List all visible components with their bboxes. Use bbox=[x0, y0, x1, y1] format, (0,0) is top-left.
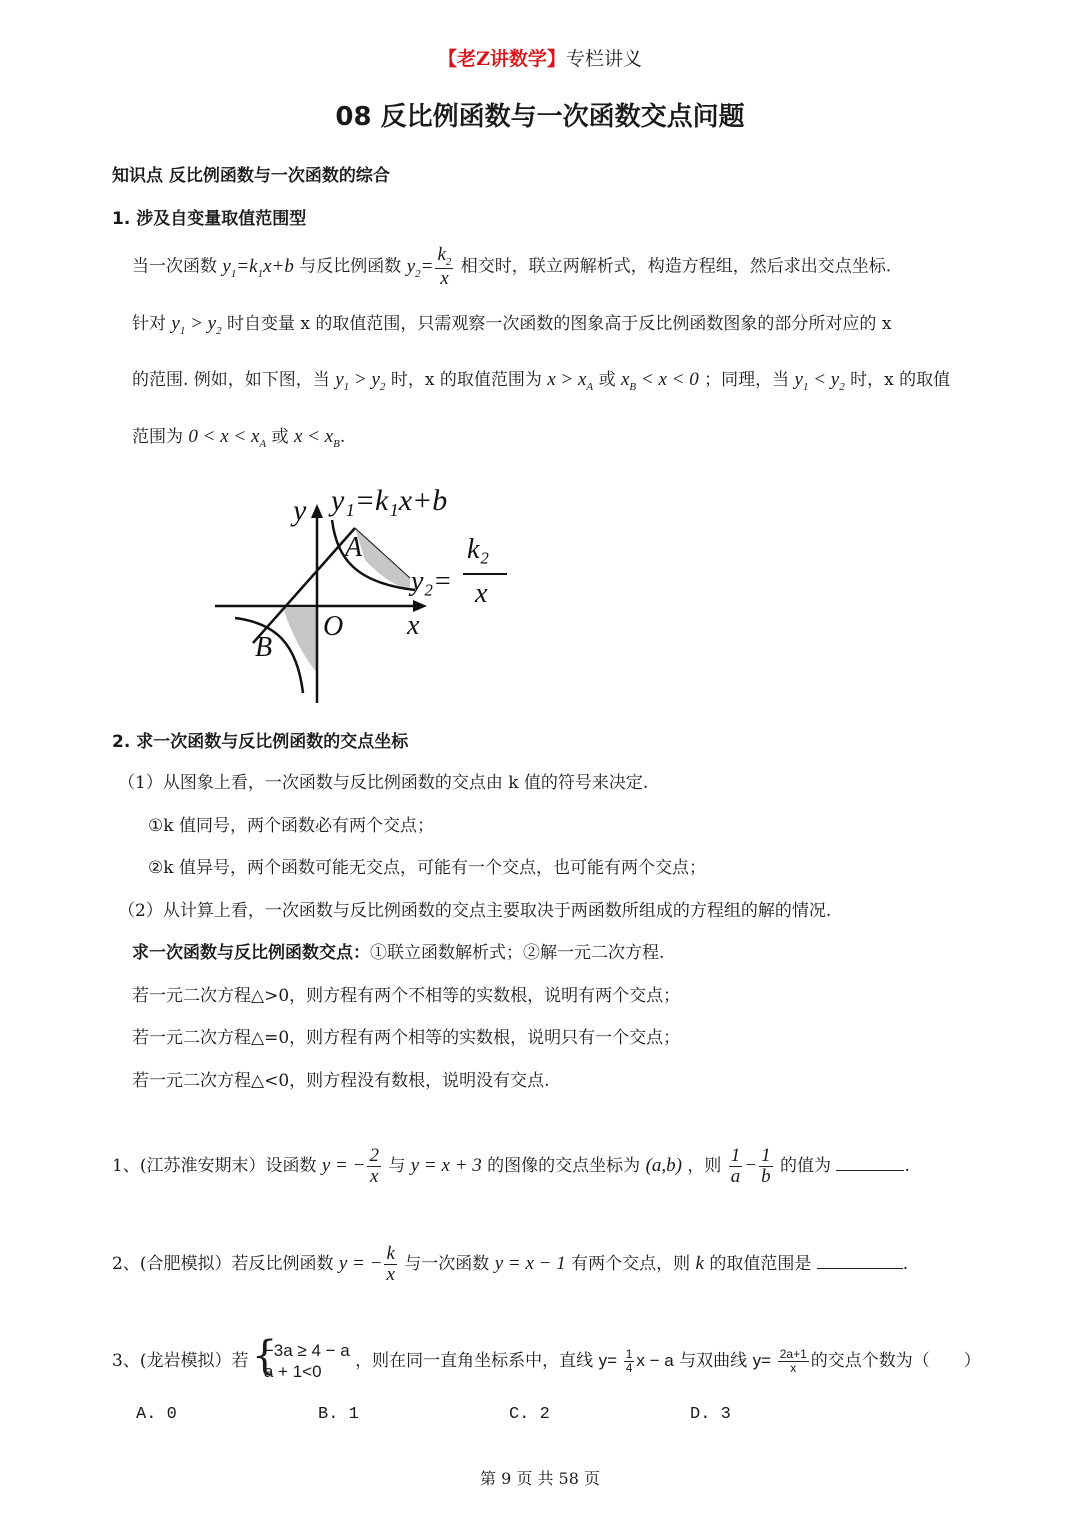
formula: k bbox=[695, 1252, 704, 1274]
formula-y1: $y_1=k_1x+b$ bbox=[222, 255, 294, 280]
point-b-label: B bbox=[255, 632, 273, 663]
text: 时自变量 x 的取值范围，只需观察一次函数的图象高于反比例函数图象的部分所对应的 x bbox=[227, 314, 892, 334]
text: 1、(江苏淮安期末）设函数 bbox=[112, 1155, 317, 1176]
sec2-case2: 若一元二次方程△=0，则方程有两个相等的实数根，说明只有一个交点； bbox=[132, 1028, 681, 1048]
sec1-line4: 范围为 $0 < x < x_A$ 或 $x < x_B$. bbox=[132, 426, 346, 450]
formula: $x > x_A$ bbox=[547, 369, 594, 393]
page-title: 08 反比例函数与一次函数交点问题 bbox=[335, 102, 745, 132]
formula-y1-gt-y2: $y_1 > y_2$ bbox=[171, 313, 222, 337]
line-label: y₁=k₁x+b bbox=[331, 484, 448, 517]
page-footer: 第 9 页 共 58 页 bbox=[480, 1469, 600, 1488]
curve-label-denominator: x bbox=[475, 578, 488, 609]
page-header bbox=[0, 44, 1080, 71]
text: 或 bbox=[271, 427, 289, 447]
formula-line: y= $\frac{1}{4}$ x − a bbox=[598, 1347, 674, 1375]
inequality-system bbox=[251, 1333, 350, 1383]
problem-2 bbox=[112, 1244, 908, 1285]
option-c[interactable]: C. 2 bbox=[509, 1405, 550, 1424]
method-bold: 求一次函数与反比例函数交点： bbox=[132, 943, 370, 963]
shaded-region-a bbox=[355, 528, 410, 590]
option-a[interactable]: A. 0 bbox=[136, 1405, 177, 1424]
text: 与反比例函数 bbox=[299, 256, 402, 277]
text: 与双曲线 bbox=[679, 1350, 748, 1371]
section2-heading: 2. 求一次函数与反比例函数的交点坐标 bbox=[112, 732, 409, 752]
text: ，则 bbox=[687, 1155, 722, 1176]
sec1-line2 bbox=[132, 309, 891, 337]
formula-y2: $y_2=$ $\frac{k_2}{x}$ bbox=[406, 244, 452, 290]
section1-heading: 1. 涉及自变量取值范围型 bbox=[112, 209, 307, 229]
y-axis-arrow bbox=[311, 504, 323, 518]
sec2-case3: 若一元二次方程△<0，则方程没有数根，说明没有交点. bbox=[132, 1071, 550, 1091]
shaded-region-b bbox=[283, 608, 317, 673]
text: 针对 bbox=[132, 314, 166, 334]
option-b[interactable]: B. 1 bbox=[318, 1405, 359, 1424]
formula: $0 < x < x_A$ bbox=[188, 426, 267, 450]
text: 的交点个数为（ ） bbox=[810, 1350, 981, 1371]
text: 当一次函数 bbox=[132, 256, 217, 277]
answer-blank[interactable] bbox=[817, 1268, 903, 1269]
formula: $x < x_B$ bbox=[293, 426, 340, 450]
formula: $x_B < x < 0$ bbox=[620, 369, 699, 393]
method-rest: ①联立函数解析式；②解一元二次方程. bbox=[370, 943, 665, 963]
text: . bbox=[904, 1155, 910, 1176]
formula: y = x + 3 bbox=[410, 1154, 482, 1176]
sec2-p1: （1）从图象上看，一次函数与反比例函数的交点由 k 值的符号来决定. bbox=[118, 773, 649, 793]
text: 与一次函数 bbox=[404, 1253, 490, 1274]
inequality-1: −3a ≥ 4 − a bbox=[263, 1341, 350, 1360]
sec2-p2: （2）从计算上看，一次函数与反比例函数的交点主要取决于两函数所组成的方程组的解的情况. bbox=[118, 901, 832, 921]
text: 2、(合肥模拟）若反比例函数 bbox=[112, 1253, 334, 1274]
problem-3 bbox=[112, 1333, 981, 1383]
graph-figure bbox=[205, 478, 515, 708]
formula: $\frac{1}{a}$ − $\frac{1}{b}$ bbox=[730, 1145, 771, 1187]
answer-blank[interactable] bbox=[836, 1170, 904, 1171]
formula: (a,b) bbox=[645, 1154, 682, 1176]
point-a-label: A bbox=[345, 532, 363, 563]
text: 的值为 bbox=[780, 1155, 832, 1176]
text: 或 bbox=[598, 370, 616, 390]
text: 3、(龙岩模拟）若 bbox=[112, 1350, 249, 1371]
sec2-p1a: ①k 值同号，两个函数必有两个交点； bbox=[148, 816, 434, 836]
text: ，则在同一直角坐标系中，直线 bbox=[355, 1350, 594, 1371]
text: 有两个交点，则 bbox=[571, 1253, 691, 1274]
sec1-line3 bbox=[132, 365, 950, 393]
sec2-p1b: ②k 值异号，两个函数可能无交点，可能有一个交点，也可能有两个交点； bbox=[148, 858, 706, 878]
curve-label: y₂= bbox=[411, 566, 453, 597]
x-axis-label: x bbox=[407, 610, 420, 641]
formula: y = − $\frac{k}{x}$ bbox=[338, 1243, 395, 1285]
text: 与 bbox=[388, 1155, 406, 1176]
sec2-case1: 若一元二次方程△>0，则方程有两个不相等的实数根，说明有两个交点； bbox=[132, 986, 681, 1006]
formula-hyperbola: y= $\frac{2a+1}{x}$ bbox=[752, 1347, 807, 1375]
inequality-2: a + 1<0 bbox=[263, 1362, 322, 1382]
header-suffix: 专栏讲义 bbox=[565, 48, 642, 70]
sec2-method bbox=[132, 938, 664, 963]
y-axis-label: y bbox=[293, 494, 307, 527]
knowledge-heading: 知识点 反比例函数与一次函数的综合 bbox=[112, 166, 390, 186]
formula: $y_1 > y_2$ bbox=[335, 369, 386, 393]
curve-label-numerator: k₂ bbox=[467, 534, 490, 565]
option-d[interactable]: D. 3 bbox=[690, 1405, 731, 1424]
text: 的范围. 例如，如下图，当 bbox=[132, 370, 330, 390]
problem-1 bbox=[112, 1146, 910, 1187]
text: 的图像的交点坐标为 bbox=[487, 1155, 641, 1176]
brace: { bbox=[251, 1333, 278, 1379]
formula: $y_1 < y_2$ bbox=[794, 369, 845, 393]
formula: y = − $\frac{2}{x}$ bbox=[321, 1145, 379, 1187]
sec1-line1 bbox=[132, 245, 891, 289]
header-bracket-close: 】 bbox=[546, 48, 566, 70]
header-brand: 老Z讲数学 bbox=[457, 48, 547, 70]
origin-label: O bbox=[323, 611, 344, 642]
formula: y = x − 1 bbox=[494, 1252, 566, 1274]
text: 范围为 bbox=[132, 427, 183, 447]
text: . bbox=[902, 1253, 909, 1274]
text: 相交时，联立两解析式，构造方程组，然后求出交点坐标. bbox=[460, 256, 892, 277]
text: 时，x 的取值范围为 bbox=[390, 370, 542, 390]
text: 的取值范围是 bbox=[709, 1253, 812, 1274]
text: ；同理，当 bbox=[704, 370, 790, 390]
text: 时，x 的取值 bbox=[850, 370, 951, 390]
header-bracket-open: 【 bbox=[438, 48, 458, 70]
